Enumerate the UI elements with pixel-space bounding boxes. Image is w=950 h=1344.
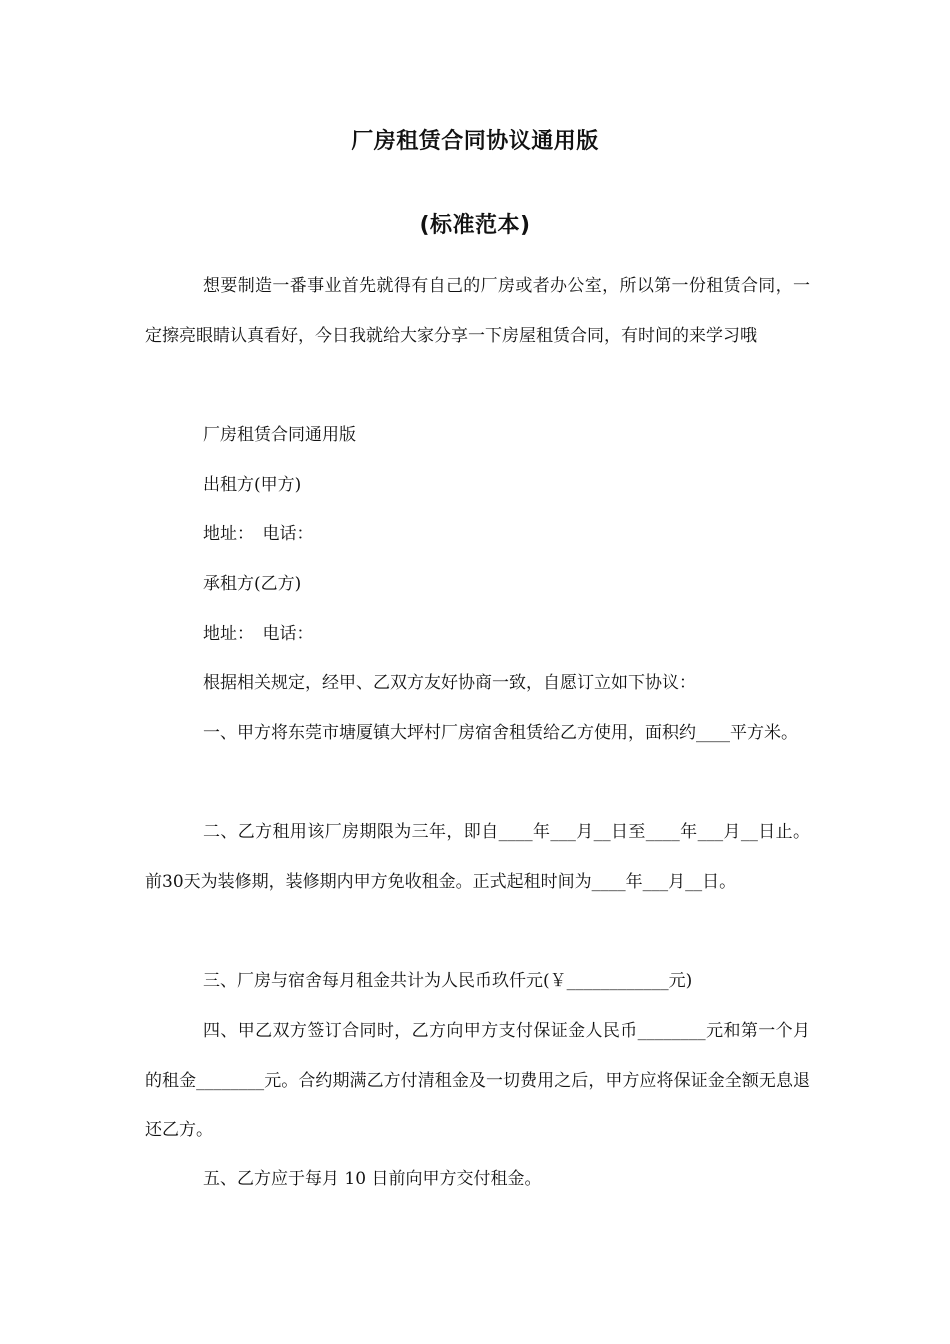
lessee-label: 承租方(乙方) <box>203 574 302 594</box>
clause-5: 五、乙方应于每月 10 日前向甲方交付租金。 <box>203 1169 542 1189</box>
intro-paragraph: 想要制造一番事业首先就得有自己的厂房或者办公室，所以第一份租赁合同，一定擦亮眼睛认真看好，今日我就给大家分享一下房屋租赁合同，有时间的来学习哦 <box>145 276 810 346</box>
lessor-label: 出租方(甲方) <box>203 475 302 495</box>
clause-4: 四、甲乙双方签订合同时，乙方向甲方支付保证金人民币________元和第一个月的租金________元。合约期满乙方付清租金及一切费用之后，甲方应将保证金全额无息退还乙方。 <box>145 1021 810 1141</box>
contract-heading: 厂房租赁合同通用版 <box>203 425 356 445</box>
document-subtitle: (标准范本) <box>419 213 531 238</box>
clause-3: 三、厂房与宿舍每月租金共计为人民币玖仟元(￥____________元) <box>203 971 693 991</box>
clause-1: 一、甲方将东莞市塘厦镇大坪村厂房宿舍租赁给乙方使用，面积约____平方米。 <box>203 723 798 743</box>
clause-2: 二、乙方租用该厂房期限为三年，即自____年___月__日至____年___月__日止。前30天为装修期，装修期内甲方免收租金。正式起租时间为____年___月__日。 <box>145 822 810 892</box>
document-title: 厂房租赁合同协议通用版 <box>351 129 599 154</box>
lessee-contact: 地址： 电话： <box>203 624 314 644</box>
lessor-contact: 地址： 电话： <box>203 524 314 544</box>
agreement-intro: 根据相关规定，经甲、乙双方友好协商一致，自愿订立如下协议： <box>203 673 696 693</box>
